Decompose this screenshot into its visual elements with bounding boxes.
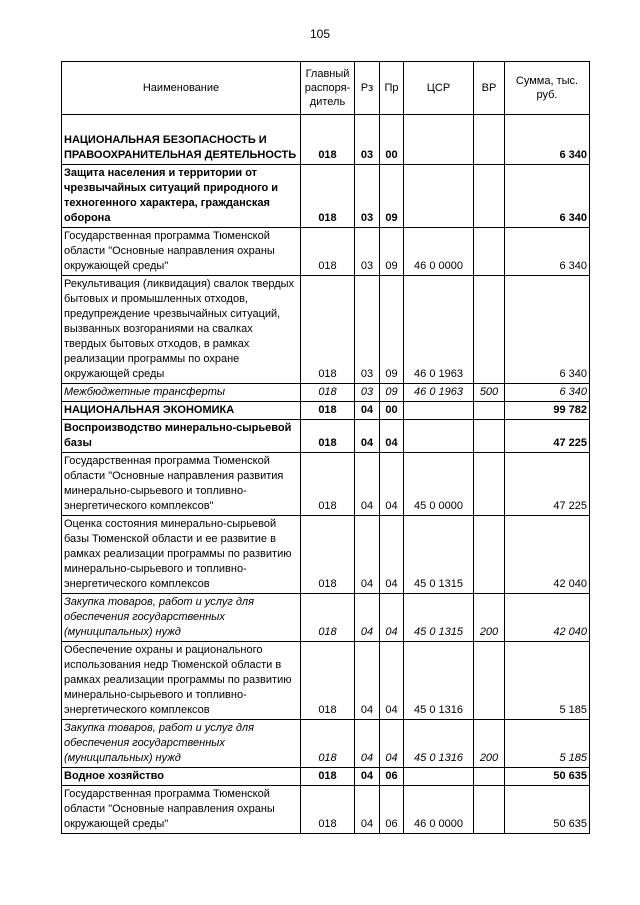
- cell-csr: 45 0 0000: [404, 453, 474, 516]
- cell-vr: [474, 768, 505, 786]
- table-row: [62, 420, 590, 453]
- header-rz: Рз: [355, 62, 380, 115]
- cell-name: Оценка состояния минерально-сырьевой базы Тюменской области и ее развитие в рамках реализации программы по развитию минерально-сырьевого и топливно-энергетического комплексов: [62, 516, 301, 594]
- cell-pr: 06: [380, 768, 404, 786]
- cell-rz: 04: [355, 786, 380, 834]
- cell-pr: 04: [380, 720, 404, 768]
- cell-csr: 46 0 0000: [404, 228, 474, 276]
- cell-csr: 45 0 1315: [404, 516, 474, 594]
- header-csr: ЦСР: [404, 62, 474, 115]
- cell-pr: 04: [380, 516, 404, 594]
- cell-rz: 03: [355, 165, 380, 228]
- cell-sum: 99 782: [505, 402, 590, 420]
- cell-sum: 5 185: [505, 642, 590, 720]
- cell-vr: [474, 402, 505, 420]
- cell-name: Государственная программа Тюменской области "Основные направления охраны окружающей среды": [62, 786, 301, 834]
- cell-name: Воспроизводство минерально-сырьевой базы: [62, 420, 301, 453]
- cell-rz: 04: [355, 420, 380, 453]
- cell-rz: 04: [355, 516, 380, 594]
- cell-admin: 018: [301, 516, 355, 594]
- header-pr: Пр: [380, 62, 404, 115]
- cell-vr: [474, 165, 505, 228]
- cell-name: Государственная программа Тюменской области "Основные направления развития минерально-сырьевого и топливно-энергетического комплексов": [62, 453, 301, 516]
- cell-csr: [404, 420, 474, 453]
- cell-name: Закупка товаров, работ и услуг для обеспечения государственных (муниципальных) нужд: [62, 594, 301, 642]
- table-header: [62, 62, 590, 115]
- cell-vr: [474, 276, 505, 384]
- cell-admin: 018: [301, 228, 355, 276]
- cell-vr: 200: [474, 720, 505, 768]
- cell-admin: 018: [301, 768, 355, 786]
- cell-sum: 50 635: [505, 786, 590, 834]
- cell-pr: 06: [380, 786, 404, 834]
- cell-vr: [474, 453, 505, 516]
- cell-vr: [474, 516, 505, 594]
- cell-sum: 6 340: [505, 276, 590, 384]
- cell-name: Государственная программа Тюменской области "Основные направления охраны окружающей среды": [62, 228, 301, 276]
- table-row: [62, 276, 590, 384]
- table-row: [62, 453, 590, 516]
- cell-csr: 45 0 1316: [404, 642, 474, 720]
- cell-csr: 45 0 1316: [404, 720, 474, 768]
- cell-name: Закупка товаров, работ и услуг для обеспечения государственных (муниципальных) нужд: [62, 720, 301, 768]
- page-number: 105: [309, 27, 331, 41]
- cell-admin: 018: [301, 594, 355, 642]
- table-row: [62, 228, 590, 276]
- table-body: [62, 115, 590, 834]
- cell-csr: [404, 115, 474, 165]
- cell-name: Водное хозяйство: [62, 768, 301, 786]
- header-name: Наименование: [62, 62, 301, 115]
- cell-rz: 03: [355, 276, 380, 384]
- cell-vr: [474, 642, 505, 720]
- cell-rz: 03: [355, 228, 380, 276]
- cell-sum: 47 225: [505, 420, 590, 453]
- table-row: [62, 516, 590, 594]
- cell-pr: 04: [380, 594, 404, 642]
- cell-csr: [404, 402, 474, 420]
- cell-vr: [474, 228, 505, 276]
- budget-table: [61, 61, 590, 834]
- cell-sum: 6 340: [505, 384, 590, 402]
- table-row: [62, 402, 590, 420]
- cell-pr: 00: [380, 402, 404, 420]
- table-row: [62, 165, 590, 228]
- cell-csr: [404, 768, 474, 786]
- cell-vr: [474, 786, 505, 834]
- cell-name: Рекультивация (ликвидация) свалок твердых бытовых и промышленных отходов, предупреждение чрезвычайных ситуаций, вызванных возгораниями на свалках твердых бытовых отходов, в рамках реализации программы по охране окружающей среды: [62, 276, 301, 384]
- cell-rz: 03: [355, 115, 380, 165]
- cell-sum: 6 340: [505, 165, 590, 228]
- cell-name: Защита населения и территории от чрезвычайных ситуаций природного и техногенного характера, гражданская оборона: [62, 165, 301, 228]
- header-vr: ВР: [474, 62, 505, 115]
- cell-admin: 018: [301, 786, 355, 834]
- cell-rz: 04: [355, 768, 380, 786]
- cell-csr: [404, 165, 474, 228]
- cell-sum: 50 635: [505, 768, 590, 786]
- cell-name: НАЦИОНАЛЬНАЯ БЕЗОПАСНОСТЬ И ПРАВООХРАНИТЕЛЬНАЯ ДЕЯТЕЛЬНОСТЬ: [62, 115, 301, 165]
- table-row: [62, 594, 590, 642]
- cell-pr: 09: [380, 228, 404, 276]
- table-row: [62, 642, 590, 720]
- cell-csr: 46 0 1963: [404, 276, 474, 384]
- cell-admin: 018: [301, 384, 355, 402]
- table-row: [62, 384, 590, 402]
- cell-sum: 6 340: [505, 115, 590, 165]
- cell-pr: 04: [380, 453, 404, 516]
- cell-admin: 018: [301, 420, 355, 453]
- cell-sum: 42 040: [505, 516, 590, 594]
- cell-rz: 04: [355, 720, 380, 768]
- cell-admin: 018: [301, 453, 355, 516]
- table-row: [62, 115, 590, 165]
- cell-name: НАЦИОНАЛЬНАЯ ЭКОНОМИКА: [62, 402, 301, 420]
- cell-vr: 500: [474, 384, 505, 402]
- cell-rz: 04: [355, 594, 380, 642]
- table-row: [62, 720, 590, 768]
- cell-sum: 42 040: [505, 594, 590, 642]
- cell-rz: 03: [355, 384, 380, 402]
- cell-admin: 018: [301, 165, 355, 228]
- cell-csr: 45 0 1315: [404, 594, 474, 642]
- cell-sum: 5 185: [505, 720, 590, 768]
- cell-vr: 200: [474, 594, 505, 642]
- cell-admin: 018: [301, 402, 355, 420]
- cell-rz: 04: [355, 402, 380, 420]
- cell-admin: 018: [301, 642, 355, 720]
- table-row: [62, 768, 590, 786]
- cell-name: Обеспечение охраны и рационального использования недр Тюменской области в рамках реализации программы по развитию минерально-сырьевого и топливно-энергетического комплексов: [62, 642, 301, 720]
- cell-sum: 6 340: [505, 228, 590, 276]
- table-row: [62, 786, 590, 834]
- header-admin: Главный распоря-дитель: [301, 62, 355, 115]
- cell-pr: 09: [380, 384, 404, 402]
- cell-pr: 04: [380, 642, 404, 720]
- cell-pr: 09: [380, 276, 404, 384]
- cell-vr: [474, 115, 505, 165]
- cell-pr: 04: [380, 420, 404, 453]
- header-sum: Сумма, тыс. руб.: [505, 62, 590, 115]
- cell-admin: 018: [301, 720, 355, 768]
- cell-vr: [474, 420, 505, 453]
- cell-sum: 47 225: [505, 453, 590, 516]
- cell-rz: 04: [355, 453, 380, 516]
- cell-rz: 04: [355, 642, 380, 720]
- cell-admin: 018: [301, 115, 355, 165]
- cell-pr: 09: [380, 165, 404, 228]
- cell-admin: 018: [301, 276, 355, 384]
- cell-csr: 46 0 1963: [404, 384, 474, 402]
- cell-csr: 46 0 0000: [404, 786, 474, 834]
- cell-pr: 00: [380, 115, 404, 165]
- cell-name: Межбюджетные трансферты: [62, 384, 301, 402]
